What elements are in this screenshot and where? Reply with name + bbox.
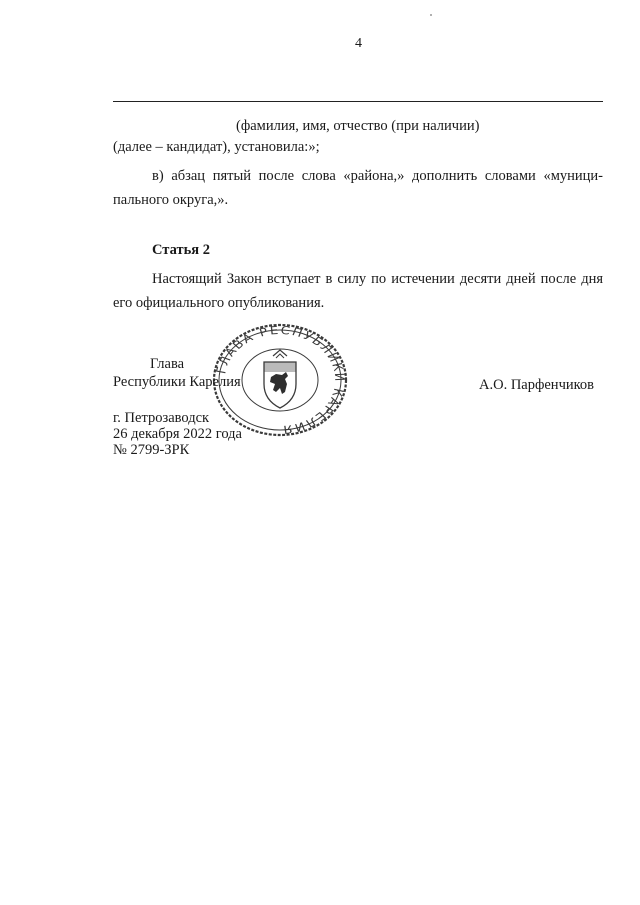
place-of-signing: г. Петрозаводск <box>113 410 210 426</box>
item-v-line-2: пального округа,». <box>113 192 229 208</box>
continuation-line: (далее – кандидат), установила:»; <box>113 139 320 155</box>
seal-text: ГЛАВА РЕСПУБЛИКИ КАРЕЛИЯ <box>213 323 348 437</box>
coat-of-arms-bear-icon <box>264 350 296 408</box>
article-text-line-2: его официального опубликования. <box>113 295 325 311</box>
signature-title-line-1: Глава <box>150 356 185 372</box>
signature-title-line-2: Республики Карелия <box>113 374 241 390</box>
page-number: 4 <box>355 36 362 51</box>
signatory-name: А.О. Парфенчиков <box>479 377 595 393</box>
field-caption: (фамилия, имя, отчество (при наличии) <box>236 118 480 134</box>
article-heading: Статья 2 <box>152 242 210 258</box>
item-v-line-1: в) абзац пятый после слова «района,» дополнить словами «муници- <box>152 168 603 184</box>
article-text-line-1: Настоящий Закон вступает в силу по истечении десяти дней после дня <box>152 271 603 287</box>
law-number: № 2799-ЗРК <box>113 442 190 458</box>
scan-speck <box>430 14 432 16</box>
date-of-signing: 26 декабря 2022 года <box>113 426 242 442</box>
fill-in-line <box>113 101 603 102</box>
